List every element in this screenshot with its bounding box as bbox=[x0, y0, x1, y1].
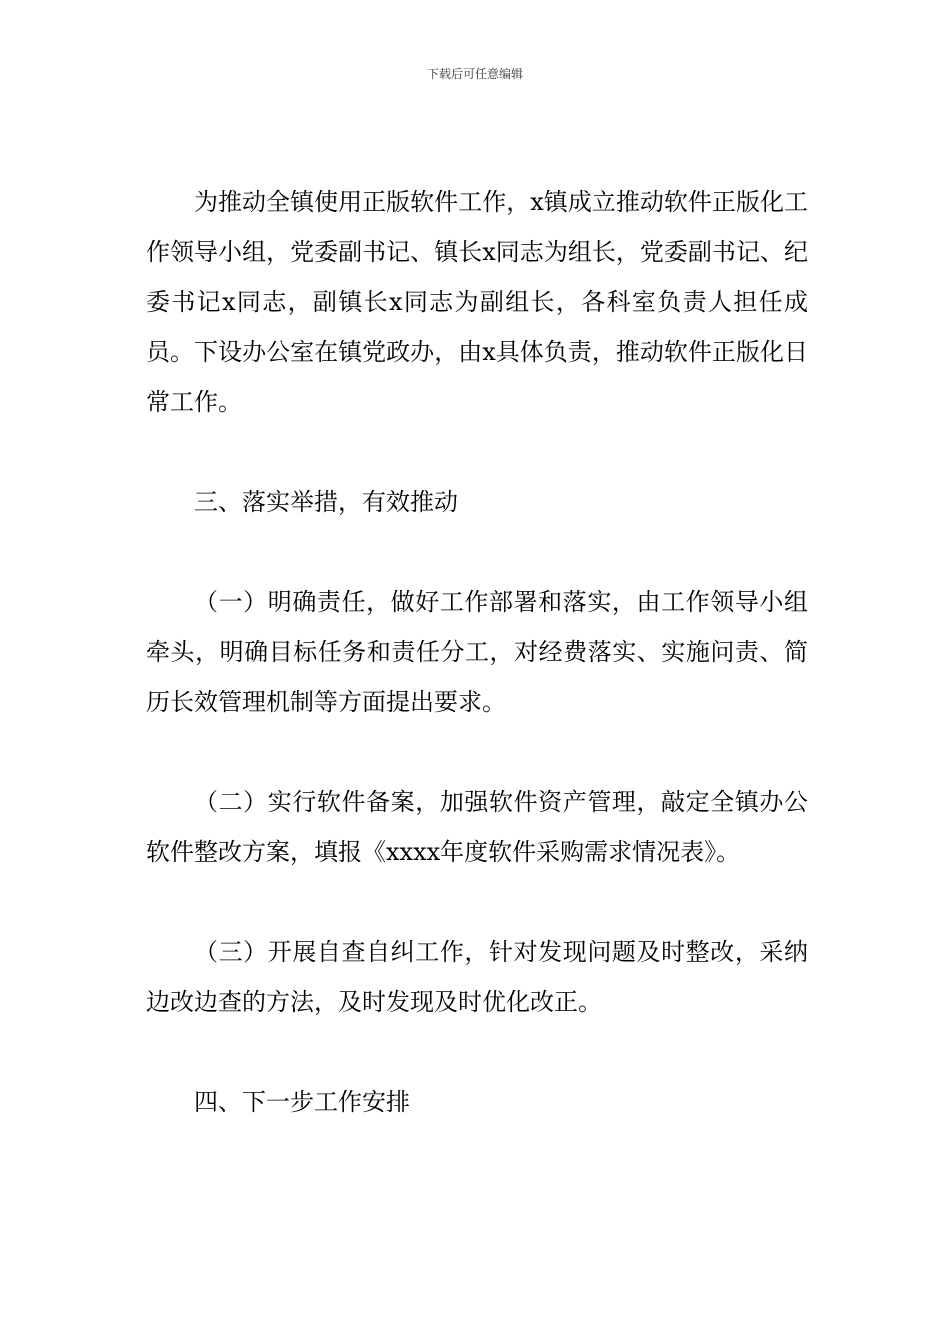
paragraph-gap bbox=[146, 877, 808, 927]
section-heading-3: 三、落实举措，有效推动 bbox=[194, 488, 458, 516]
paragraph-gap bbox=[146, 1027, 808, 1077]
section-heading-4: 四、下一步工作安排 bbox=[194, 1088, 410, 1116]
paragraph-gap bbox=[146, 427, 808, 477]
paragraph-gap bbox=[146, 727, 808, 777]
paragraph-leadership-group: 为推动全镇使用正版软件工作，x镇成立推动软件正版化工作领导小组，党委副书记、镇长x同志为组长，党委副书记、纪委书记x同志，副镇长x同志为副组长，各科室负责人担任成员。下设办公室在镇党政办，由x具体负责，推动软件正版化日常工作。 bbox=[146, 188, 808, 416]
document-body bbox=[146, 177, 808, 1127]
list-item-2: （二）实行软件备案，加强软件资产管理，敲定全镇办公软件整改方案，填报《xxxx年度软件采购需求情况表》。 bbox=[146, 788, 808, 866]
list-item-3: （三）开展自查自纠工作，针对发现问题及时整改，采纳边改边查的方法，及时发现及时优化改正。 bbox=[146, 938, 808, 1016]
list-item-1: （一）明确责任，做好工作部署和落实，由工作领导小组牵头，明确目标任务和责任分工，对经费落实、实施问责、简历长效管理机制等方面提出要求。 bbox=[146, 588, 808, 716]
paragraph-gap bbox=[146, 527, 808, 577]
header-note: 下载后可任意编辑 bbox=[426, 67, 523, 81]
